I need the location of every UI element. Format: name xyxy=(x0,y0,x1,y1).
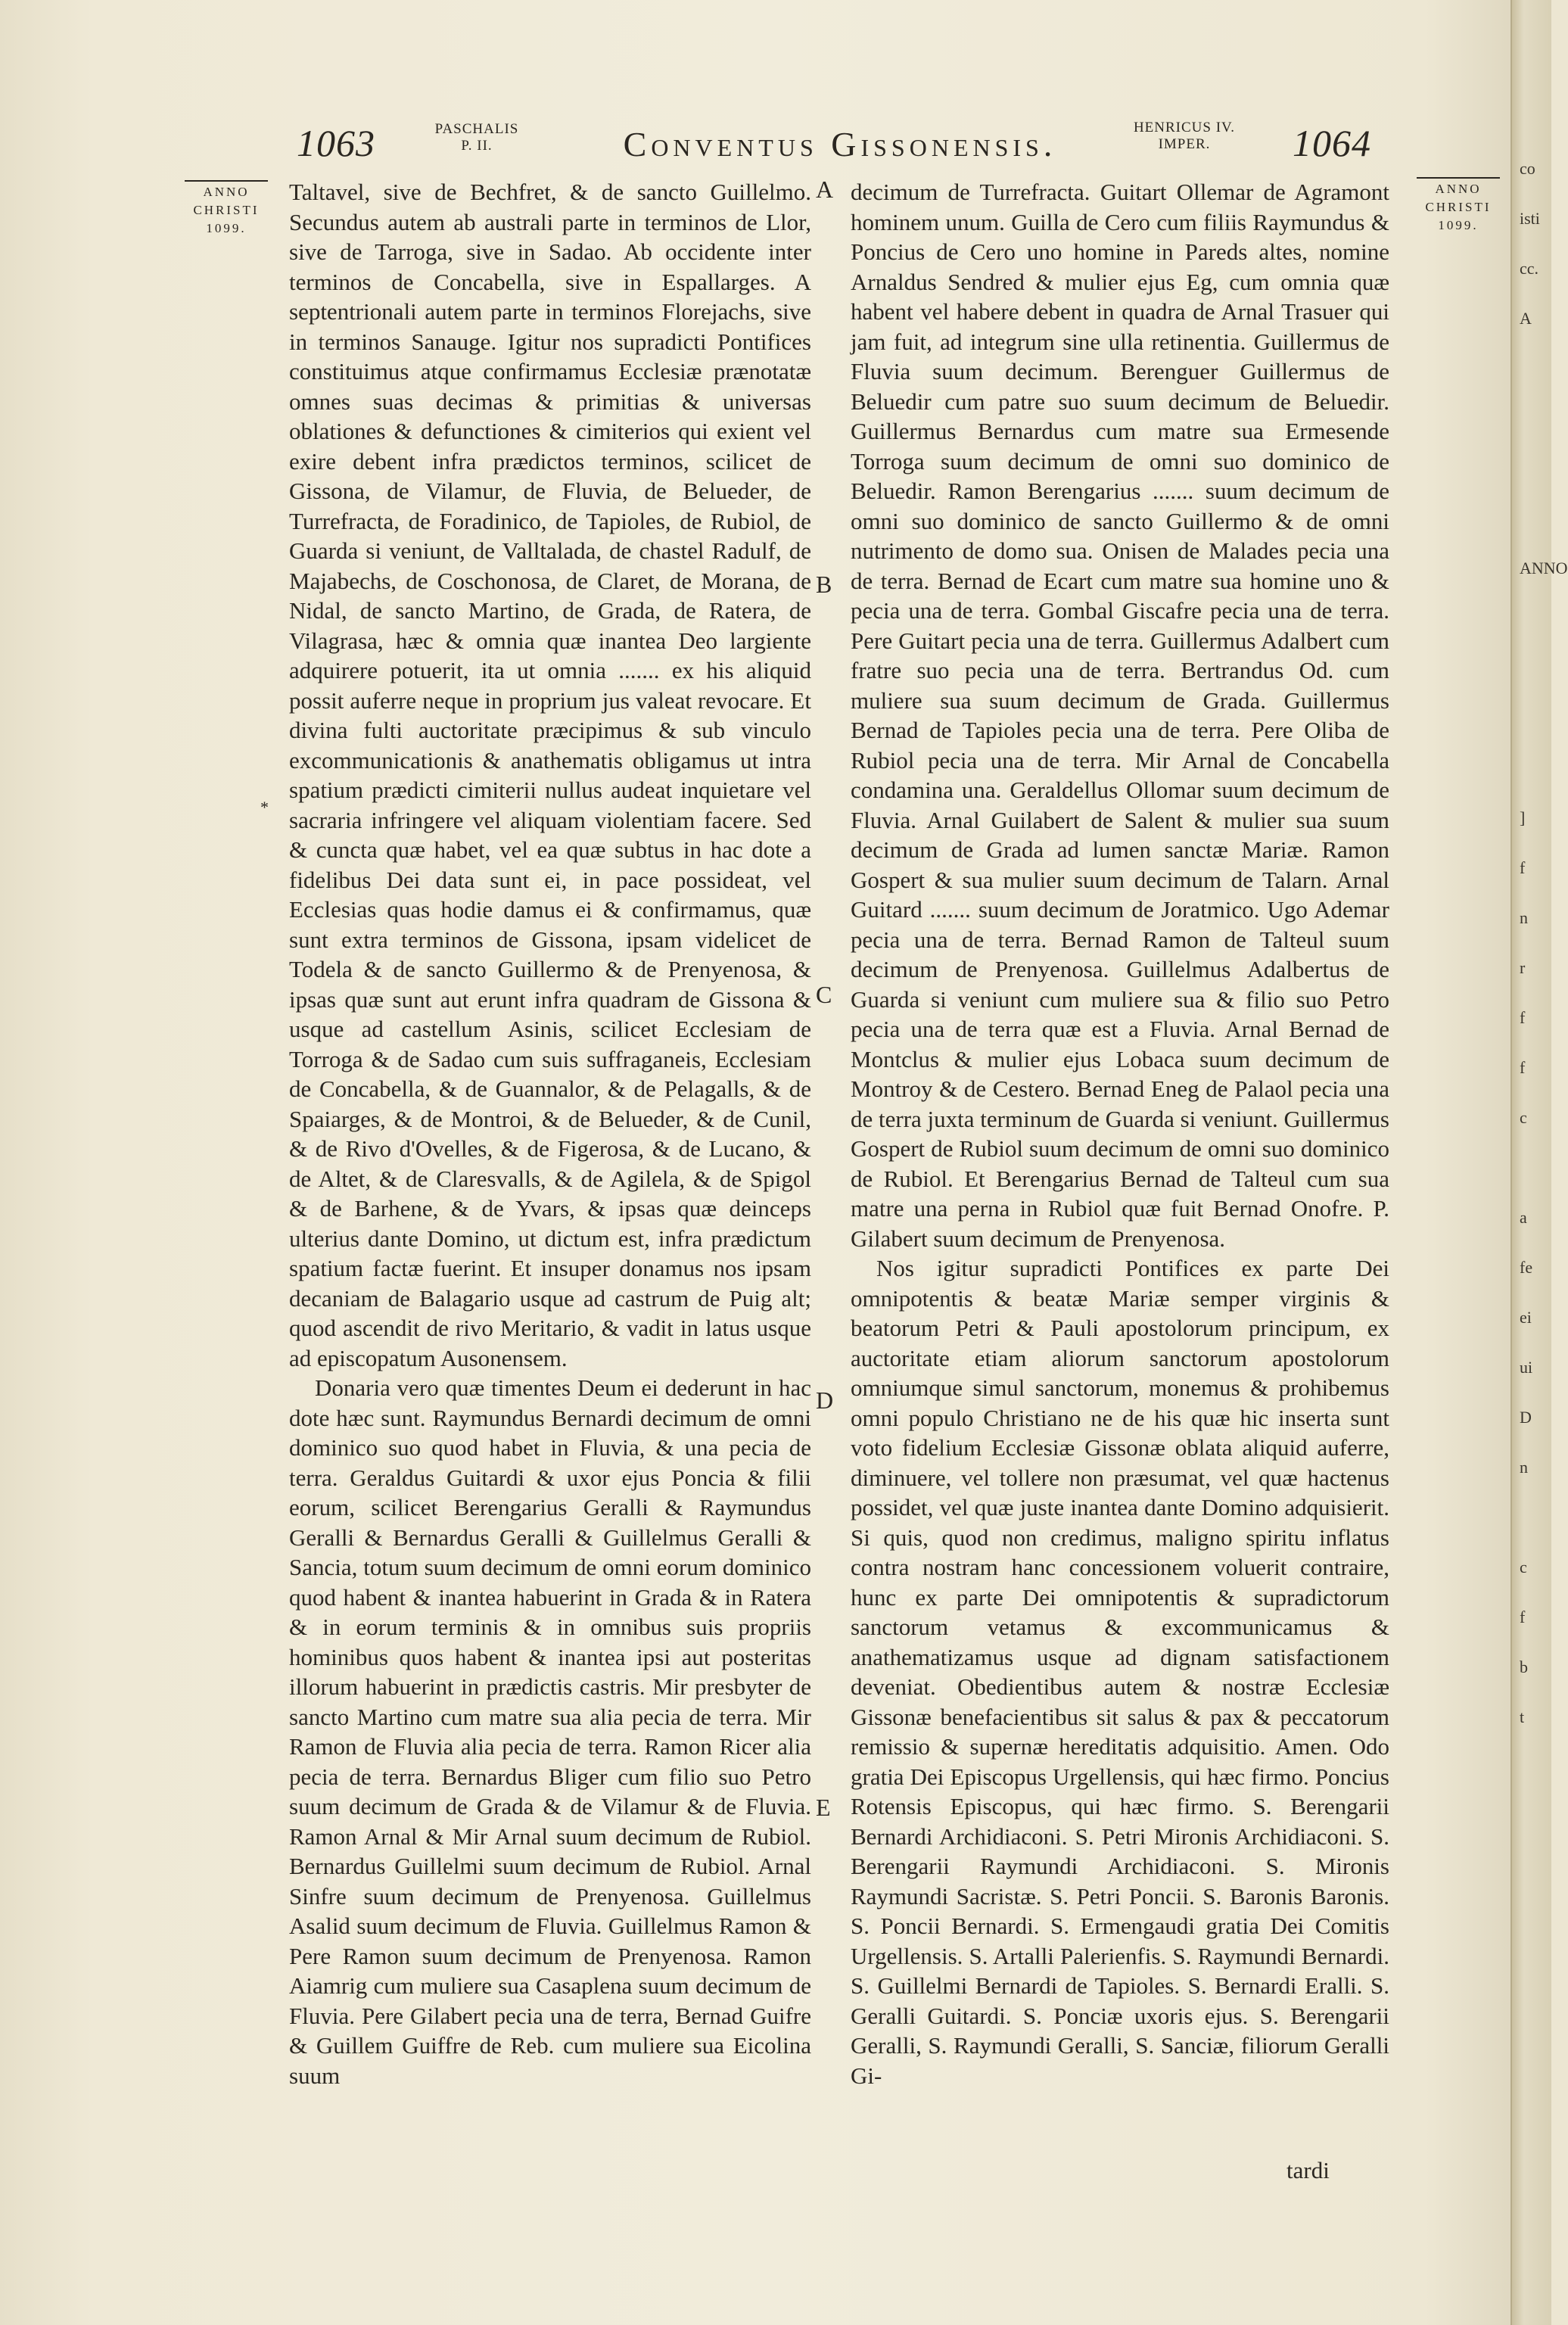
facing-page-fragment: c xyxy=(1520,1108,1527,1127)
page-number-left: 1063 xyxy=(297,122,375,164)
facing-page-fragment xyxy=(1520,1492,1550,1542)
facing-page-fragment: f xyxy=(1520,1058,1526,1077)
section-letter-c: C xyxy=(816,981,832,1008)
facing-page-fragment: ANNO xyxy=(1520,559,1568,577)
text-column-left xyxy=(289,177,811,2090)
margin-christi-left: CHRISTI xyxy=(193,203,260,217)
left-paragraph-2: Donaria vero quæ timentes Deum ei dederunt in hac dote hæc sunt. Raymundus Bernardi decimum de omni dominico suo quod habet in Fluvia, & una pecia de terra. Geraldus Guitardi & uxor ejus Poncia & filii eorum, scilicet Berengarius Geralli & Raymundus Geralli & Bernardus Geralli & Guillelmus Geralli & Sancia, totum suum decimum de omni eorum dominico quod habent & inantea habuerint in Grada & in Ratera & in eorum terminis & in omnibus suis propriis hominibus quos habent & inantea ipsi aut posteritas illorum habuerint in prædictis castris. Mir presbyter de sancto Martino cum matre sua alia pecia de terra. Mir Ramon de Fluvia alia pecia de terra. Ramon Ricer alia pecia de terra. Bernardus Bliger cum filio suo Petro suum decimum de Grada & de Vilamur & de Fluvia. Ramon Arnal & Mir Arnal suum decimum de Rubiol. Bernardus Guillelmi suum decimum de Rubiol. Arnal Sinfre suum decimum de Prenyenosa. Guillelmus Asalid suum decimum de Fluvia. Guillelmus Ramon & Pere Ramon suum decimum de Prenyenosa. Ramon Aiamrig cum muliere sua Casaplena suum decimum de Fluvia. Pere Gilabert pecia una de terra, Bernad Guifre & Guillem Guiffre de Reb. cum muliere sua Eicolina suum xyxy=(289,1374,811,2089)
margin-rule-left xyxy=(185,180,268,182)
facing-page-fragment: ] xyxy=(1520,808,1526,827)
facing-page-fragment xyxy=(1520,444,1550,493)
facing-page-fragment: cc. xyxy=(1520,259,1539,278)
running-title: Conventus Gissonensis. xyxy=(623,125,1057,163)
facing-page-fragment: f xyxy=(1520,858,1526,877)
facing-page-fragment: ei xyxy=(1520,1308,1532,1327)
facing-page-fragment: c xyxy=(1520,1558,1527,1576)
section-letter-e: E xyxy=(816,1794,831,1821)
running-head-emperor xyxy=(1112,120,1256,153)
running-header xyxy=(0,114,1550,174)
catchword: tardi xyxy=(1286,2157,1330,2183)
facing-page-fragment: r xyxy=(1520,958,1526,977)
facing-page-fragment xyxy=(1520,693,1550,743)
margin-anno-left: ANNO xyxy=(203,185,250,199)
facing-page-edge xyxy=(1510,0,1568,2325)
facing-page-fragment xyxy=(1520,394,1550,444)
section-letter-d: D xyxy=(816,1387,834,1414)
facing-page-fragment: f xyxy=(1520,1008,1526,1027)
facing-page-fragment: a xyxy=(1520,1208,1527,1227)
margin-year-number-right: 1099. xyxy=(1438,218,1479,232)
facing-page-fragment: co xyxy=(1520,159,1535,178)
facing-page-fragment xyxy=(1520,743,1550,793)
text-column-right xyxy=(851,177,1389,2090)
facing-page-fragments xyxy=(1520,144,1568,1742)
running-head-pope-line-1: PASCHALIS xyxy=(434,121,519,137)
facing-page-fragment: A xyxy=(1520,309,1532,328)
facing-page-fragment: fe xyxy=(1520,1258,1533,1277)
facing-page-fragment: f xyxy=(1520,1608,1526,1626)
right-paragraph-1: decimum de Turrefracta. Guitart Ollemar de Agramont hominem unum. Guilla de Cero cum filiis Raymundus & Poncius de Cero uno homine in Pareds altes, nomine Arnaldus Sendred & mulier ejus Eg, cum omnia quæ habent vel habere debent in quadra de Arnal Trasuer qui jam fuit, ad integrum sine ulla retinentia. Guillermus de Fluvia suum decimum. Berenguer Guillermus de Beluedir cum patre suo suum decimum de Beluedir. Guillermus Bernardus cum matre sua Ermesende Torroga suum decimum de omni suo dominico de Beluedir. Ramon Berengarius ....... suum decimum de omni suo dominico de sancto Guillermo & de omni nutrimento de domo sua. Onisen de Malades pecia una de terra. Bernad de Ecart cum matre sua homine uno & pecia una de terra. Gombal Giscafre pecia una de terra. Pere Guitart pecia una de terra. Guillermus Adalbert cum fratre suo pecia una de terra. Bertrandus Od. cum muliere sua suum decimum de Grada. Guillermus Bernad de Tapioles pecia una de terra. Pere Oliba de Rubiol pecia una de terra. Mir Arnal de Concabella condamina una. Geraldellus Ollomar suum decimum de Fluvia. Arnal Guilabert de Salent & mulier sua suum decimum de Grada ad lumen sanctæ Mariæ. Ramon Gospert & sua mulier suum decimum de Talarn. Arnal Guitard ....... suum decimum de Joratmico. Ugo Ademar pecia una de terra. Bernad Ramon de Talteul suum decimum de Prenyenosa. Guillelmus Adalbertus de Guarda si veniunt cum muliere sua & filio suo Petro pecia una de terra quæ est a Fluvia. Arnal Bernad de Montclus & mulier ejus Lobaca suum decimum de Montroy & de Cestero. Bernad Eneg de Palaol pecia una de terra juxta terminum de Guarda si veniunt. Guillermus Gospert de Rubiol suum decimum de omni suo dominico de Rubiol. Et Berengarius Bernad de Talteul cum sua matre una perna in Rubiol quæ fuit Bernad Onofre. P. Gilabert suum decimum de Prenyenosa. xyxy=(851,179,1389,1252)
running-head-pope-line-2: P. II. xyxy=(461,138,493,154)
section-letter-a: A xyxy=(816,176,834,203)
facing-page-fragment xyxy=(1520,643,1550,693)
facing-page-fragment xyxy=(1520,593,1550,643)
margin-rule-right xyxy=(1417,177,1500,179)
margin-asterisk: * xyxy=(260,798,269,817)
facing-page-fragment: n xyxy=(1520,908,1528,927)
running-head-emperor-line-1: HENRICUS IV. xyxy=(1133,120,1236,135)
facing-page-fragment: n xyxy=(1520,1458,1528,1477)
margin-anno-right: ANNO xyxy=(1435,182,1482,196)
facing-page-fragment xyxy=(1520,344,1550,394)
facing-page-fragment xyxy=(1520,1143,1550,1193)
facing-page-fragment: t xyxy=(1520,1707,1525,1726)
right-paragraph-2: Nos igitur supradicti Pontifices ex parte Dei omnipotentis & beatæ Mariæ semper virginis & beatorum Petri & Pauli apostolorum principum, ex auctoritate etiam aliorum sanctorum apostolorum omniumque simul sanctorum, monemus & prohibemus omni populo Christiano ne de his quæ hic inserta sunt voto fidelium Ecclesiæ Gissonæ oblata aliquid auferre, diminuere, vel tollere non præsumat, vel quæ hactenus possidet, vel quæ juste inantea dante Domino adquisierit. Si quis, quod non credimus, maligno spiritu inflatus contra nostram hanc concessionem voluerit contraire, hunc ex parte Dei omnipotentis & supradictorum sanctorum vetamus & excommunicamus & anathematizamus usque ad dignam satisfactionem deveniat. Obedientibus autem & nostræ Ecclesiæ Gissonæ benefacientibus sit salus & pax & peccatorum remissio & supernæ hereditatis adquisitio. Amen. Odo gratia Dei Episcopus Urgellensis, qui hæc firmo. Poncius Rotensis Episcopus, qui hæc firmo. S. Berengarii Bernardi Archidiaconi. S. Petri Mironis Archidiaconi. S. Berengarii Raymundi Archidiaconi. S. Mironis Raymundi Sacristæ. S. Petri Poncii. S. Baronis Baronis. S. Poncii Bernardi. S. Ermengaudi gratia Dei Comitis Urgellensis. S. Artalli Palerienfis. S. Raymundi Bernardi. S. Guillelmi Bernardi de Tapioles. S. Bernardi Eralli. S. Geralli Guitardi. S. Ponciæ uxoris ejus. S. Berengarii Geralli, S. Raymundi Geralli, S. Sanciæ, filiorum Geralli Gi- xyxy=(851,1255,1389,2089)
facing-page-fragment: D xyxy=(1520,1408,1532,1427)
facing-page-fragment: b xyxy=(1520,1657,1528,1676)
facing-page-fragment: isti xyxy=(1520,209,1540,228)
page-number-right: 1064 xyxy=(1293,122,1371,164)
margin-year-left xyxy=(177,180,275,238)
facing-page-fragment xyxy=(1520,493,1550,543)
margin-christi-right: CHRISTI xyxy=(1425,200,1492,214)
margin-year-number-left: 1099. xyxy=(206,221,247,235)
left-paragraph-1: Taltavel, sive de Bechfret, & de sancto Guillelmo. Secundus autem ab australi parte in terminos de Llor, sive de Tarroga, sive in Sadao. Ab occidente inter terminos de Concabella, sive in Espallarges. A septentrionali autem parte in terminos Florejachs, sive in terminos Sanauge. Igitur nos supradicti Pontifices constituimus atque confirmamus Ecclesiæ prænotatæ omnes suas decimas & primitias & universas oblationes & defunctiones & cimiterios qui exient vel exire debent infra prædictos terminos, scilicet de Gissona, de Vilamur, de Fluvia, de Belueder, de Turrefracta, de Foradinico, de Tapioles, de Rubiol, de Guarda si veniunt, de Valltalada, de chastel Radulf, de Majabechs, de Coschonosa, de Claret, de Morana, de Nidal, de sancto Martino, de Grada, de Ratera, de Vilagrasa, hæc & omnia quæ inantea Deo largiente adquirere potuerit, ita ut omnia ....... ex his aliquid possit auferre neque in proprium jus valeat revocare. Et divina fulti auctoritate præcipimus & sub vinculo excommunicationis & anathematis obligamus ut intra spatium prædicti cimiterii nullus audeat inquietare vel sacraria infringere vel aliquam violentiam facere. Sed & cuncta quæ habet, vel ea quæ subtus in hac dote a fidelibus Dei data sunt ei, in pace possideat, vel Ecclesias quas hodie damus ei & confirmamus, quæ sunt extra terminos de Gissona, ipsam videlicet de Todela & de sancto Guillermo & de Prenyenosa, & ipsas quæ sunt aut erunt infra quadram de Gissona & usque ad castellum Asinis, scilicet Ecclesiam de Torroga & de Sadao cum suis suffraganeis, Ecclesiam de Concabella, & de Guannalor, & de Pelagalls, & de Spaiarges, & de Montroi, & de Belueder, & de Cunil, & de Rivo d'Ovelles, & de Figerosa, & de Lucano, & de Altet, & de Claresvalls, & de Agilela, & de Spigol & de Barhene, & de Yvars, & ipsas quæ deinceps ulterius dante Domino, ut dictum est, infra prædictum spatium factæ fuerint. Et insuper donamus nos ipsam decaniam de Balagario usque ad castrum de Puig alt; quod ascendit de rivo Meritario, & vadit in latus usque ad episcopatum Ausonensem. xyxy=(289,179,811,1371)
running-head-pope xyxy=(424,121,530,154)
running-head-emperor-line-2: IMPER. xyxy=(1158,136,1211,152)
margin-year-right xyxy=(1409,177,1507,235)
facing-page-fragment: ui xyxy=(1520,1358,1533,1377)
section-letter-b: B xyxy=(816,571,832,598)
